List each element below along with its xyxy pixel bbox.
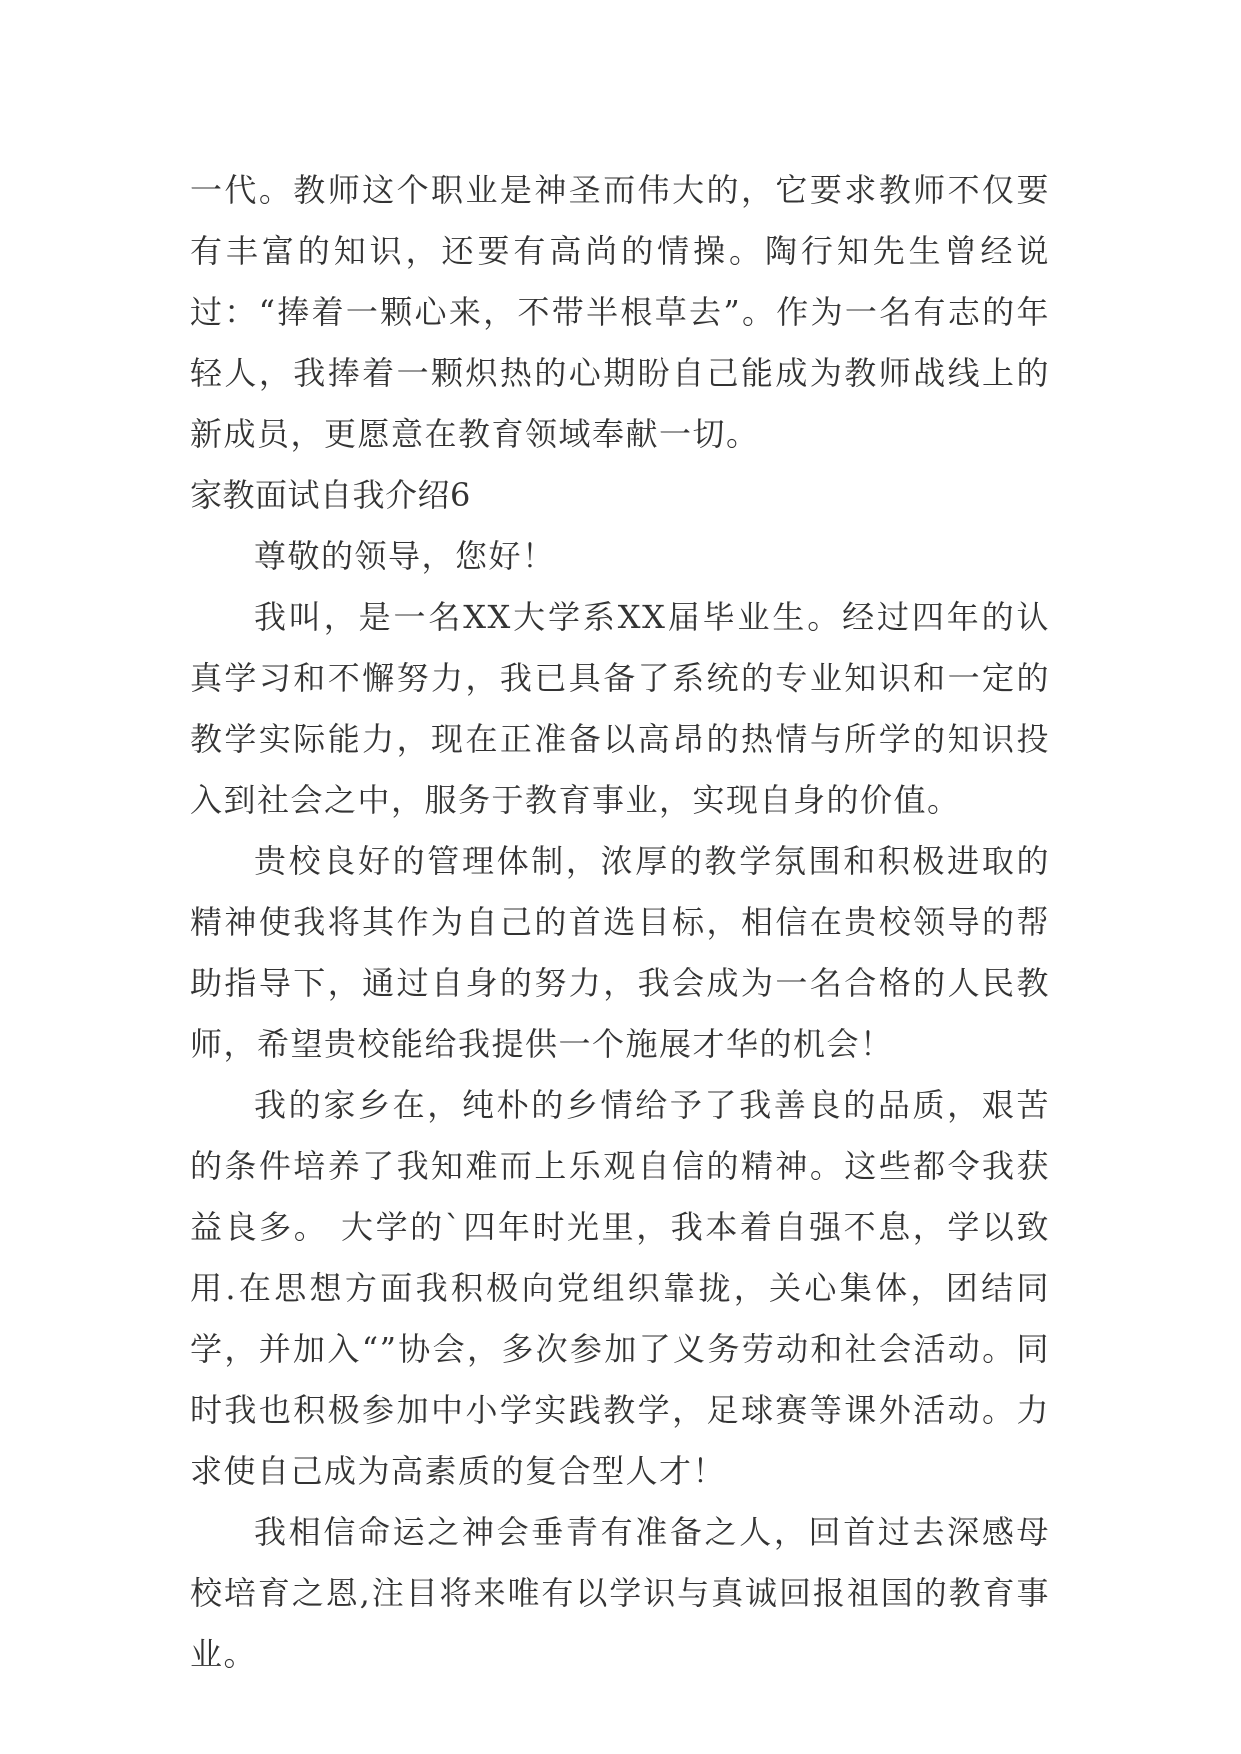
paragraph-closing: 我相信命运之神会垂青有准备之人，回首过去深感母校培育之恩,注目将来唯有以学识与真诚回报祖国的教育事业。 bbox=[190, 1513, 1050, 1673]
paragraph-continuation: 一代。教师这个职业是神圣而伟大的，它要求教师不仅要有丰富的知识，还要有高尚的情操。陶行知先生曾经说过：“捧着一颗心来，不带半根草去”。作为一名有志的年轻人，我捧着一颗炽热的心期盼自己能成为教师战线上的新成员，更愿意在教育领域奉献一切。 bbox=[190, 171, 1050, 453]
section-heading: 家教面试自我介绍6 bbox=[190, 476, 471, 514]
document-body bbox=[190, 160, 1050, 1685]
paragraph-introduction: 我叫，是一名XX大学系XX届毕业生。经过四年的认真学习和不懈努力，我已具备了系统的专业知识和一定的教学实际能力，现在正准备以高昂的热情与所学的知识投入到社会之中，服务于教育事业，实现自身的价值。 bbox=[190, 598, 1050, 819]
paragraph-greeting: 尊敬的领导，您好！ bbox=[254, 537, 556, 575]
paragraph-school-choice: 贵校良好的管理体制，浓厚的教学氛围和积极进取的精神使我将其作为自己的首选目标，相信在贵校领导的帮助指导下，通过自身的努力，我会成为一名合格的人民教师，希望贵校能给我提供一个施展才华的机会！ bbox=[190, 842, 1050, 1063]
paragraph-background: 我的家乡在，纯朴的乡情给予了我善良的品质，艰苦的条件培养了我知难而上乐观自信的精神。这些都令我获益良多。 大学的`四年时光里，我本着自强不息，学以致用.在思想方面我积极向党组织靠拢，关心集体，团结同学，并加入“”协会，多次参加了义务劳动和社会活动。同时我也积极参加中小学实践教学，足球赛等课外活动。力求使自己成为高素质的复合型人才！ bbox=[190, 1086, 1050, 1490]
